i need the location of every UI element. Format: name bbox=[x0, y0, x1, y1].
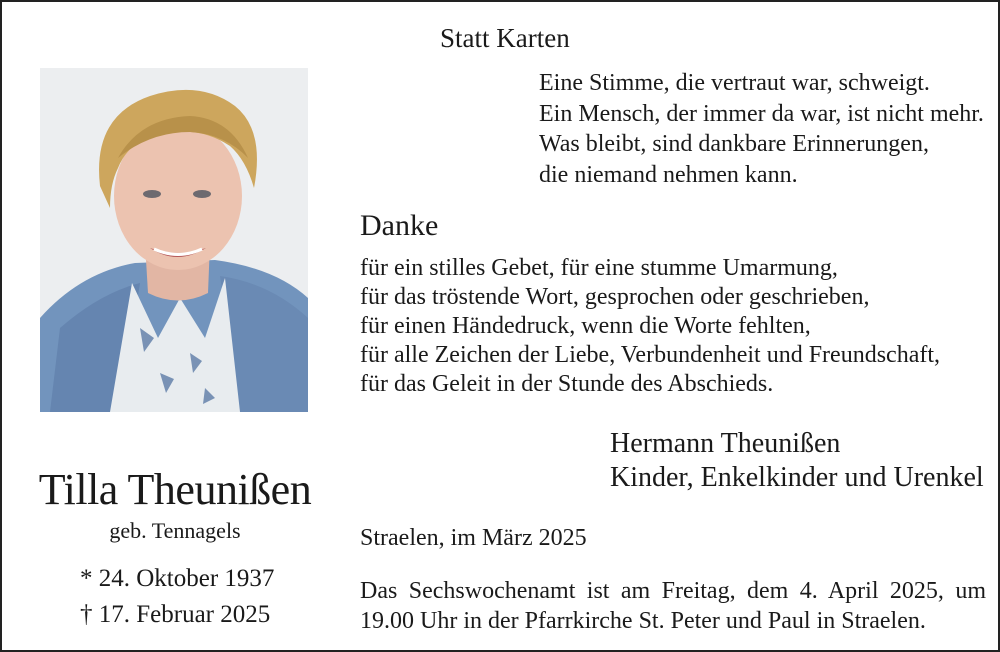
thanks-list bbox=[360, 254, 940, 399]
portrait-photo bbox=[40, 68, 308, 412]
mass-notice bbox=[360, 576, 986, 636]
thanks-line: für das Geleit in der Stunde des Abschieds. bbox=[360, 371, 774, 397]
thanks-line: für das tröstende Wort, gesprochen oder geschrieben, bbox=[360, 284, 870, 310]
place-date: Straelen, im März 2025 bbox=[360, 525, 587, 551]
signer-line: Hermann Theunißen bbox=[610, 428, 841, 459]
signer-line: Kinder, Enkelkinder und Urenkel bbox=[610, 462, 984, 493]
poem-line: Eine Stimme, die vertraut war, schweigt. bbox=[539, 70, 930, 96]
thanks-line: für einen Händedruck, wenn die Worte fehlten, bbox=[360, 313, 811, 339]
notice-line: Das Sechswochenamt ist am Freitag, dem 4. April 2025, um bbox=[360, 578, 986, 604]
statt-karten-heading: Statt Karten bbox=[440, 23, 570, 53]
thanks-line: für alle Zeichen der Liebe, Verbundenheit und Freundschaft, bbox=[360, 342, 941, 368]
birth-date: * 24. Oktober 1937 bbox=[80, 565, 275, 592]
poem-line: Was bleibt, sind dankbare Erinnerungen, bbox=[539, 131, 929, 157]
poem bbox=[539, 68, 984, 190]
death-date: † 17. Februar 2025 bbox=[80, 601, 271, 628]
deceased-name: Tilla Theunißen bbox=[38, 465, 312, 514]
notice-line: 19.00 Uhr in der Pfarrkirche St. Peter und Paul in Straelen. bbox=[360, 608, 926, 634]
poem-line: Ein Mensch, der immer da war, ist nicht mehr. bbox=[539, 100, 984, 127]
poem-line: die niemand nehmen kann. bbox=[539, 161, 798, 188]
maiden-name: geb. Tennagels bbox=[109, 518, 241, 543]
signers bbox=[610, 427, 984, 495]
thanks-line: für ein stilles Gebet, für eine stumme Umarmung, bbox=[360, 255, 838, 281]
thanks-heading: Danke bbox=[360, 209, 439, 242]
